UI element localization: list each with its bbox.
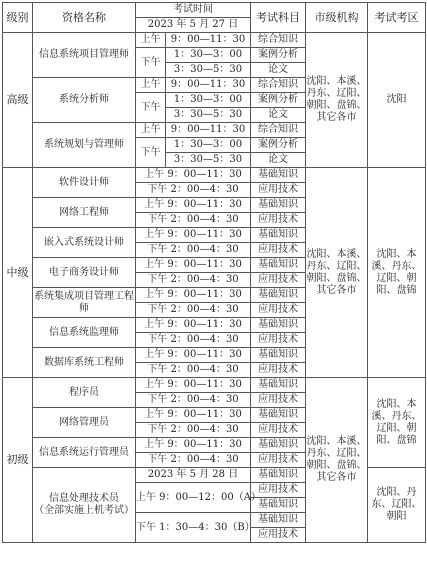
session-am: 上午 9：00—11：30 — [136, 318, 251, 333]
exam-subject: 综合知识 — [251, 123, 306, 138]
exam-subject: 论文 — [251, 63, 306, 78]
exam-subject: 综合知识 — [251, 33, 306, 48]
qualification-name: 系统集成项目管理工程师 — [33, 288, 136, 318]
exam-area-middle: 沈阳、本溪、丹东、辽阳、朝阳、盘锦 — [368, 168, 426, 378]
exam-date-may-28: 2023 年 5 月 28 日 — [136, 468, 251, 483]
exam-subject: 基础知识 — [251, 168, 306, 183]
exam-subject: 基础知识 — [251, 348, 306, 363]
exam-subject: 应用技术 — [251, 483, 306, 498]
exam-subject: 基础知识 — [251, 318, 306, 333]
level-junior: 初级 — [3, 378, 33, 543]
exam-subject: 应用技术 — [251, 363, 306, 378]
session-am: 上午 9：00—11：30 — [136, 288, 251, 303]
period-am: 上午 — [136, 33, 166, 48]
session-pm: 下午 2：00—4：30 — [136, 423, 251, 438]
session-am: 上午 9：00—11：30 — [136, 168, 251, 183]
exam-subject: 基础知识 — [251, 408, 306, 423]
exam-subject: 案例分析 — [251, 93, 306, 108]
level-middle: 中级 — [3, 168, 33, 378]
time-header: 考试时间 — [136, 3, 251, 18]
session-time: 3：30—5：30 — [166, 63, 251, 78]
session-pm: 下午 2：00—4：30 — [136, 183, 251, 198]
session-pm: 下午 2：00—4：30 — [136, 453, 251, 468]
header-row — [3, 3, 426, 18]
city-org-junior: 沈阳、本溪、丹东、辽阳、朝阳、盘锦、其它各市 — [306, 378, 368, 543]
session-time: 1：30—3：00 — [166, 48, 251, 63]
session-pm: 下午 2：00—4：30 — [136, 393, 251, 408]
qualification-name: 嵌入式系统设计师 — [33, 228, 136, 258]
level-header: 级别 — [3, 3, 33, 33]
qualification-name: 软件设计师 — [33, 168, 136, 198]
exam-subject: 综合知识 — [251, 78, 306, 93]
qualification-name — [33, 468, 136, 543]
session-am: 上午 9：00—11：30 — [136, 228, 251, 243]
exam-area-junior-2: 沈阳、丹东、辽阳、朝阳 — [368, 468, 426, 543]
exam-subject: 基础知识 — [251, 468, 306, 483]
exam-subject: 应用技术 — [251, 213, 306, 228]
qualification-name: 电子商务设计师 — [33, 258, 136, 288]
session-am: 上午 9：00—11：30 — [136, 438, 251, 453]
exam-subject: 应用技术 — [251, 303, 306, 318]
exam-subject: 基础知识 — [251, 378, 306, 393]
qualification-name: 程序员 — [33, 378, 136, 408]
exam-subject: 应用技术 — [251, 273, 306, 288]
exam-subject: 基础知识 — [251, 228, 306, 243]
exam-subject: 应用技术 — [251, 453, 306, 468]
session-am: 上午 9：00—11：30 — [136, 408, 251, 423]
session-time: 9：00—11：30 — [166, 123, 251, 138]
exam-area-junior-1: 沈阳、本溪、丹东、辽阳、朝阳、盘锦 — [368, 378, 426, 468]
session-pm: 下午 2：00—4：30 — [136, 333, 251, 348]
session-time: 1：30—3：00 — [166, 93, 251, 108]
session-am: 上午 9：00—11：30 — [136, 348, 251, 363]
session-am: 上午 9：00—11：30 — [136, 258, 251, 273]
qualification-name: 系统分析师 — [33, 78, 136, 123]
session-pm: 下午 2：00—4：30 — [136, 273, 251, 288]
qualification-note: （全部实施上机考试） — [34, 505, 134, 516]
level-senior: 高级 — [3, 33, 33, 168]
exam-schedule-table — [2, 2, 426, 543]
session-time: 1：30—3：00 — [166, 138, 251, 153]
city-org-middle: 沈阳、本溪、丹东、辽阳、朝阳、盘锦、其它各市 — [306, 168, 368, 378]
session-am: 上午 9：00—11：30 — [136, 198, 251, 213]
city-org-senior: 沈阳、本溪、丹东、辽阳、朝阳、盘锦、其它各市 — [306, 33, 368, 168]
exam-subject: 应用技术 — [251, 423, 306, 438]
exam-subject: 案例分析 — [251, 48, 306, 63]
qualification-name: 系统规划与管理师 — [33, 123, 136, 168]
exam-subject: 论文 — [251, 108, 306, 123]
exam-subject: 应用技术 — [251, 333, 306, 348]
exam-subject: 应用技术 — [251, 528, 306, 543]
qualification-name: 信息系统监理师 — [33, 318, 136, 348]
exam-subject: 应用技术 — [251, 183, 306, 198]
table-row — [3, 378, 426, 393]
qualification-name: 信息系统项目管理师 — [33, 33, 136, 78]
period-pm: 下午 — [136, 93, 166, 123]
exam-subject: 基础知识 — [251, 513, 306, 528]
qualification-header: 资格名称 — [33, 3, 136, 33]
exam-subject: 基础知识 — [251, 258, 306, 273]
session-am: 上午 9：00—11：30 — [136, 378, 251, 393]
qualification-name: 网络工程师 — [33, 198, 136, 228]
period-pm: 下午 — [136, 48, 166, 78]
subject-header: 考试科目 — [251, 3, 306, 33]
session-pm: 下午 2：00—4：30 — [136, 363, 251, 378]
qualification-name: 数据库系统工程师 — [33, 348, 136, 378]
period-am: 上午 — [136, 78, 166, 93]
period-am: 上午 — [136, 123, 166, 138]
period-pm: 下午 — [136, 138, 166, 168]
qualification-title: 信息处理技术员 — [49, 493, 119, 504]
exam-date-may-27: 2023 年 5 月 27 日 — [136, 18, 251, 33]
exam-subject: 基础知识 — [251, 438, 306, 453]
session-pm: 下午 2：00—4：30 — [136, 243, 251, 258]
exam-area-senior: 沈阳 — [368, 33, 426, 168]
exam-subject: 论文 — [251, 153, 306, 168]
exam-subject: 应用技术 — [251, 243, 306, 258]
table-row — [3, 168, 426, 183]
session-pm: 下午 2：00—4：30 — [136, 303, 251, 318]
exam-subject: 案例分析 — [251, 138, 306, 153]
exam-area-header: 考试考区 — [368, 3, 426, 33]
qualification-name: 信息系统运行管理员 — [33, 438, 136, 468]
session-time: 3：30—5：30 — [166, 108, 251, 123]
exam-subject: 基础知识 — [251, 288, 306, 303]
city-org-header: 市级机构 — [306, 3, 368, 33]
session-am: 上午 9：00—12：00（A） — [136, 483, 251, 513]
session-pm: 下午 2：00—4：30 — [136, 213, 251, 228]
exam-subject: 基础知识 — [251, 498, 306, 513]
session-time: 9：00—11：30 — [166, 78, 251, 93]
qualification-name: 网络管理员 — [33, 408, 136, 438]
session-pm: 下午 1：30—4：30（B） — [136, 513, 251, 543]
session-time: 3：30—5：30 — [166, 153, 251, 168]
session-time: 9：00—11：30 — [166, 33, 251, 48]
exam-subject: 应用技术 — [251, 393, 306, 408]
table-row — [3, 33, 426, 48]
exam-subject: 基础知识 — [251, 198, 306, 213]
